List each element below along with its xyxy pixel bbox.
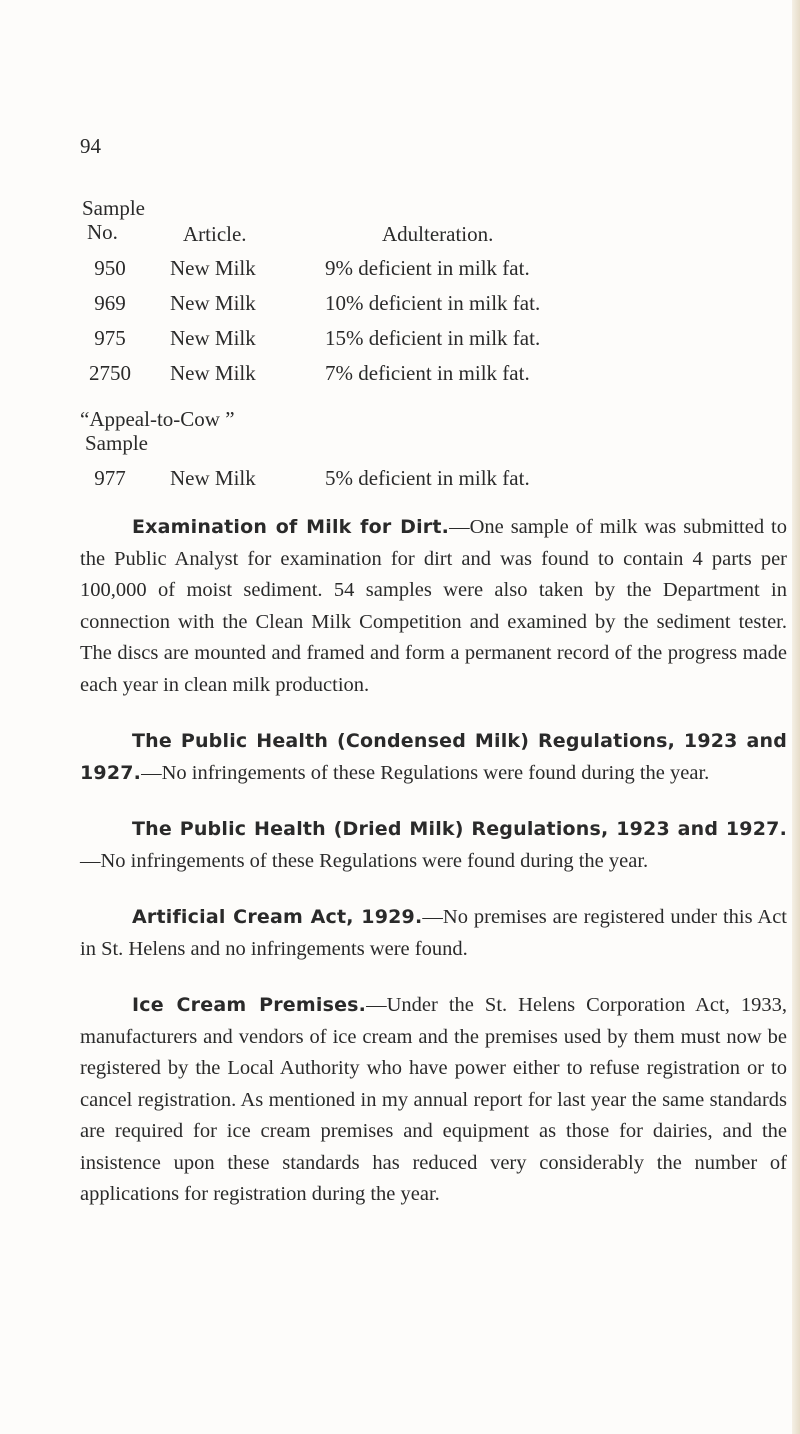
table-row bbox=[0, 466, 800, 494]
appeal-label-line1: “Appeal-to-Cow ” bbox=[80, 407, 235, 431]
adulteration: 9% deficient in milk fat. bbox=[325, 256, 530, 280]
table-row bbox=[0, 326, 800, 354]
paragraph-heading: Artificial Cream Act, 1929. bbox=[132, 906, 423, 928]
paragraph-dirt-examination bbox=[80, 512, 787, 701]
appeal-label-line2: Sample bbox=[85, 431, 148, 455]
header-sample-no bbox=[82, 196, 145, 244]
table-row bbox=[0, 361, 800, 389]
article: New Milk bbox=[170, 466, 256, 490]
paragraph-dried-milk bbox=[80, 814, 787, 877]
article: New Milk bbox=[170, 326, 256, 350]
sample-no: 2750 bbox=[89, 361, 131, 385]
adulteration: 10% deficient in milk fat. bbox=[325, 291, 541, 315]
paragraph-text: —No infringements of these Regulations were found during the year. bbox=[80, 849, 649, 872]
report-body bbox=[80, 512, 787, 1236]
paragraph-text: —Under the St. Helens Corporation Act, 1933, manufacturers and vendors of ice cream and the premises used by them must now be registered by the Local Authority who have power either to refuse registration or to cancel registration. As mentioned in my annual report for last year the same standards are required for ice cream premises and equipment as those for dairies, and the insistence upon these standards has reduced very considerably the number of applications for registration during the year. bbox=[80, 994, 787, 1205]
paragraph-text: —One sample of milk was submitted to the Public Analyst for examination for dirt and was found to contain 4 parts per 100,000 of moist sediment. 54 samples were also taken by the Department in connection with the Clean Milk Competition and examined by the sediment tester. The discs are mounted and framed and form a permanent record of the progress made each year in clean milk production. bbox=[80, 516, 787, 696]
table-row bbox=[0, 291, 800, 319]
header-article: Article. bbox=[183, 222, 247, 246]
paragraph-condensed-milk bbox=[80, 726, 787, 789]
paragraph-text: —No infringements of these Regulations were found during the year. bbox=[141, 761, 710, 784]
sample-no: 975 bbox=[94, 326, 126, 350]
paragraph-artificial-cream bbox=[80, 902, 787, 965]
header-adulteration: Adulteration. bbox=[382, 222, 494, 246]
paragraph-heading: Ice Cream Premises. bbox=[132, 994, 367, 1016]
adulteration: 15% deficient in milk fat. bbox=[325, 326, 541, 350]
header-sample-label: Sample bbox=[82, 196, 145, 220]
appeal-to-cow-label bbox=[80, 407, 235, 455]
article: New Milk bbox=[170, 291, 256, 315]
paragraph-ice-cream bbox=[80, 990, 787, 1211]
table-row bbox=[0, 256, 800, 284]
paragraph-text: —No premises are registered under this Act in St. Helens and no infringements were found. bbox=[80, 906, 787, 960]
page-edge-shadow bbox=[792, 0, 800, 1434]
paragraph-heading: Examination of Milk for Dirt. bbox=[132, 516, 450, 538]
article: New Milk bbox=[170, 256, 256, 280]
paragraph-heading: The Public Health (Dried Milk) Regulations, 1923 and 1927. bbox=[132, 818, 787, 840]
sample-no: 977 bbox=[94, 466, 126, 490]
adulteration: 5% deficient in milk fat. bbox=[325, 466, 530, 490]
sample-no: 969 bbox=[94, 291, 126, 315]
sample-no: 950 bbox=[94, 256, 126, 280]
header-no-label: No. bbox=[87, 220, 118, 244]
page-number: 94 bbox=[80, 134, 101, 158]
adulteration: 7% deficient in milk fat. bbox=[325, 361, 530, 385]
paragraph-heading: The Public Health (Condensed Milk) Regulations, 1923 and 1927. bbox=[80, 730, 787, 784]
article: New Milk bbox=[170, 361, 256, 385]
